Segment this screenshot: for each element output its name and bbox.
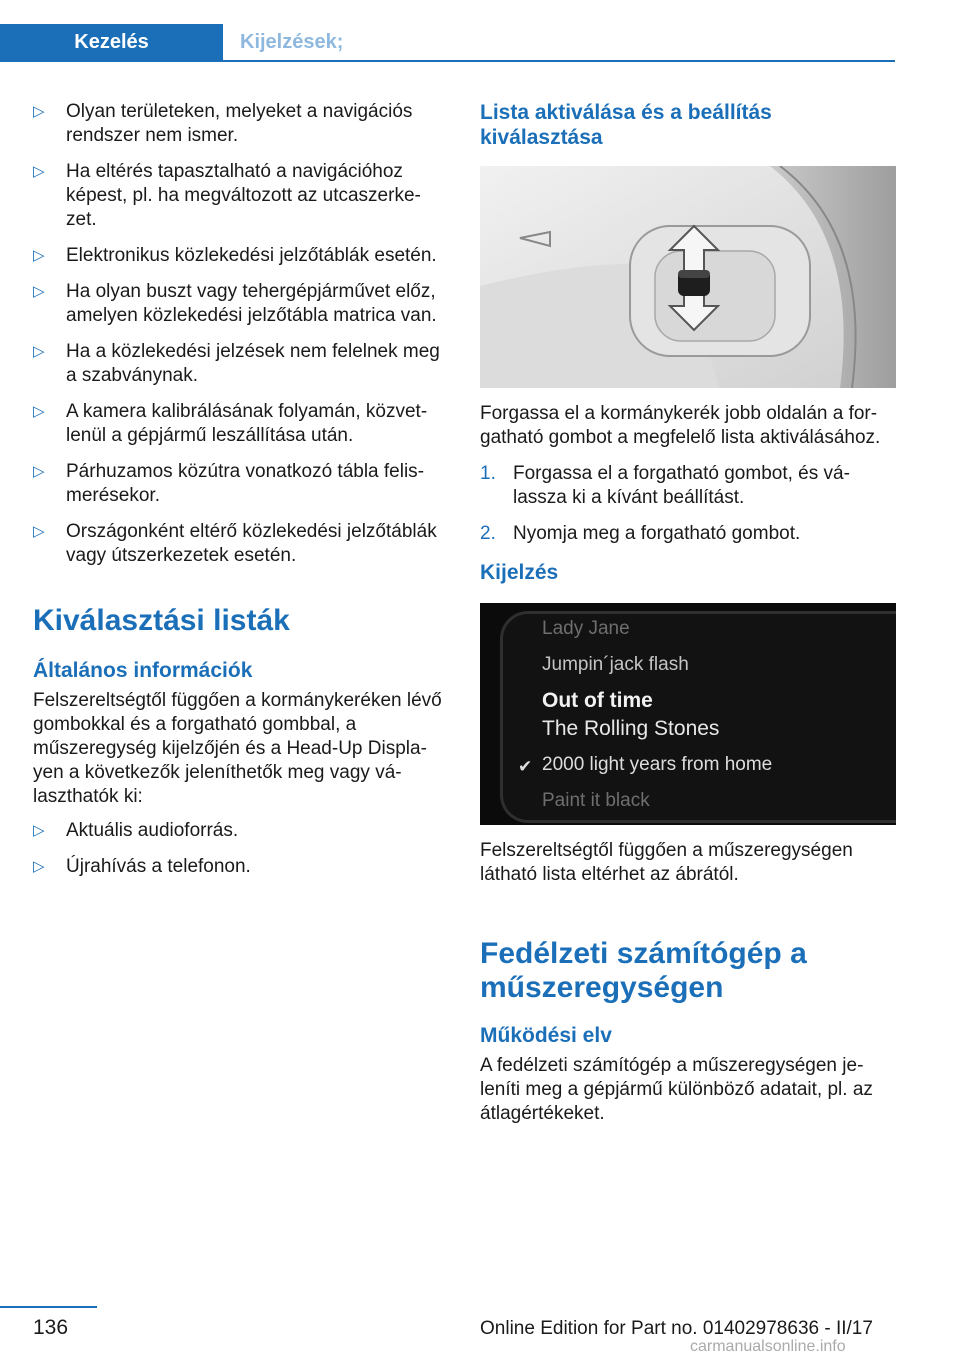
steps-list: [480, 462, 896, 546]
heading-display: Kijelzés: [480, 561, 559, 584]
checkmark-icon: ✔: [518, 757, 533, 776]
list-item: ▷ Ha a közlekedési jelzések nem felelnek meg a szabványnak.: [33, 341, 440, 386]
list-item: 2. Nyomja meg a forgatható gombot.: [480, 523, 801, 544]
header-divider: [0, 60, 895, 62]
list-item: ▷ Aktuális audioforrás.: [33, 820, 239, 841]
tab-kezeles[interactable]: Kezelés: [0, 24, 223, 60]
display-item: Lady Jane: [542, 618, 630, 639]
list-item: ▷ Olyan területeken, melyeket a navigációs rendszer nem ismer.: [33, 101, 413, 146]
bullet-list-bottom: [33, 819, 445, 879]
edition-text: Online Edition for Part no. 01402978636 - II/17: [480, 1318, 873, 1339]
triangle-bullet-icon: ▷: [33, 822, 45, 839]
triangle-bullet-icon: ▷: [33, 163, 45, 180]
list-item: ▷ A kamera kalibrálásának folyamán, közvetlenül a gépjármű leszállítása után.: [33, 401, 428, 446]
display-item-selected: Out of time: [542, 689, 653, 712]
list-item: ▷ Országonként eltérő közlekedési jelzőtáblák vagy útszerkezetek esetén.: [33, 521, 437, 566]
list-item: ▷ Párhuzamos közútra vonatkozó tábla felismerésekor.: [33, 461, 425, 506]
page-number: 136: [33, 1316, 69, 1339]
watermark: carmanualsonline.info: [690, 1338, 846, 1355]
display-item: Paint it black: [542, 790, 650, 811]
triangle-bullet-icon: ▷: [33, 523, 45, 540]
description-rotate-knob: Forgassa el a kormánykerék jobb oldalán a forgatható gombot a megfelelő lista aktiválásához.: [480, 403, 881, 448]
display-item: Jumpin´jack flash: [542, 654, 689, 675]
subsection-title-principle: Működési elv: [480, 1024, 612, 1047]
display-item-subtitle: The Rolling Stones: [542, 717, 720, 740]
display-note: Felszereltségtől függően a műszeregységen látható lista eltérhet az ábrától.: [480, 840, 853, 885]
onboard-computer-text: A fedélzeti számítógép a műszeregységen jeleníti meg a gépjármű különböző adatait, pl. az átlagértékeket.: [480, 1055, 873, 1124]
steering-wheel-image: [480, 166, 896, 388]
heading-list-activation: Lista aktiválása és a beállítás kiválasztása: [480, 101, 772, 149]
bullet-list-top: [33, 100, 445, 568]
list-item: 1. Forgassa el a forgatható gombot, és válassza ki a kívánt beállítást.: [480, 463, 850, 508]
triangle-bullet-icon: ▷: [33, 343, 45, 360]
tab-kijelzesek[interactable]: Kijelzések;: [240, 30, 344, 53]
subsection-title-general: Általános információk: [33, 659, 253, 682]
footer-divider: [0, 1306, 97, 1308]
header-bar: [0, 0, 895, 62]
list-item: ▷ Ha eltérés tapasztalható a navigációhoz képest, pl. ha megváltozott az utcaszerkezet.: [33, 161, 421, 230]
section-title-lists: Kiválasztási listák: [33, 604, 290, 637]
triangle-bullet-icon: ▷: [33, 403, 45, 420]
steering-wheel-button-figure: [480, 166, 896, 388]
triangle-bullet-icon: ▷: [33, 858, 45, 875]
list-item: ▷ Ha olyan buszt vagy tehergépjárművet előz, amelyen közlekedési jelzőtábla matrica van.: [33, 281, 437, 326]
display-list-figure: [480, 603, 896, 825]
triangle-bullet-icon: ▷: [33, 463, 45, 480]
display-item: 2000 light years from home: [542, 754, 773, 775]
intro-paragraph: Felszereltségtől függően a kormánykeréken lévő gombokkal és a forgatható gombbal, a műszeregység kijelzőjén és a Head-Up Displayen a következők jeleníthetők meg vagy választhatók ki:: [33, 690, 442, 807]
triangle-bullet-icon: ▷: [33, 103, 45, 120]
section-title-onboard-computer: Fedélzeti számítógép a műszeregységen: [480, 937, 807, 1004]
right-column: [480, 100, 896, 1126]
left-column: [33, 100, 445, 891]
list-item: ▷ Újrahívás a telefonon.: [33, 856, 251, 877]
list-item: ▷ Elektronikus közlekedési jelzőtáblák esetén.: [33, 245, 437, 266]
triangle-bullet-icon: ▷: [33, 247, 45, 264]
triangle-bullet-icon: ▷: [33, 283, 45, 300]
